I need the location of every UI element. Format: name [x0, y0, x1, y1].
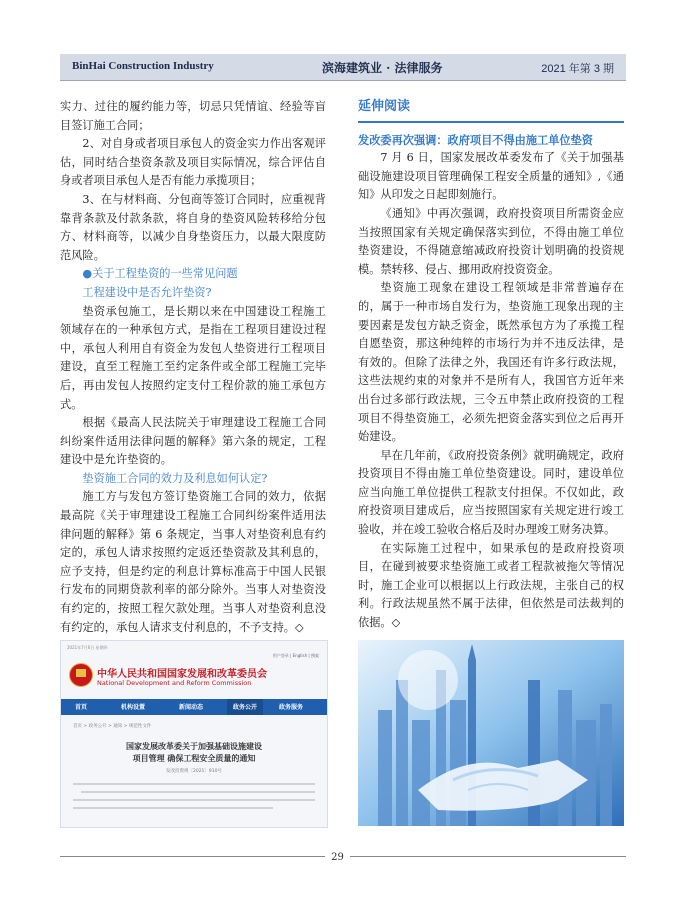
subheading: ●关于工程垫资的一些常见问题 [82, 267, 238, 281]
paragraph: 2、对自身或者项目承包人的资金实力作出客观评估，同时结合垫资条款及项目实际情况，综合评估自身或者项目承包人是否有能力承揽项目； [60, 137, 326, 188]
section-divider [358, 121, 624, 123]
page-header [60, 54, 626, 81]
nav-item-news[interactable]: 新闻动态 [179, 704, 204, 711]
doc-title-line-2: 项目管理 确保工程安全质量的通知 [132, 754, 256, 763]
section-title: 延伸阅读 [358, 99, 411, 114]
paragraph: 根据《最高人民法院关于审理建设工程施工合同纠纷案件适用法律问题的解释》第六条的规定，工程建设中是允许垫资的。 [60, 416, 326, 467]
nav-item-org[interactable]: 机构设置 [121, 704, 146, 711]
column-name: 滨海建筑业 · 法律服务 [322, 61, 443, 75]
text-line [73, 783, 315, 785]
doc-title-line-1: 国家发展改革委关于加强基础设施建设 [126, 742, 262, 751]
page-number-text: 29 [325, 852, 350, 863]
paragraph: 施工方与发包方签订垫资施工合同的效力，依据最高院《关于审理建设工程施工合同纠纷案件适用法律问题的解释》第 6 条规定，当事人对垫资利息有约定的，承包人请求按照约定返还垫资款及其利息的，应予支持，但是约定的利息计算标准高于中国人民银行发布的同期贷款利率的部分除外。当事人对垫资没有约定的，按照工程欠款处理。当事人对垫资利息没有约定的，承包人请求支付利息的，不予支持。◇ [60, 490, 326, 634]
paragraph: 垫资承包施工，是长期以来在中国建设工程施工领域存在的一种承包方式，是指在工程项目建设过程中，承包人利用自有资金为发包人垫资进行工程项目建设，直至工程施工至约定条件或全部工程施工完毕后，再由发包人按照约定支付工程价款的施工承包方式。 [60, 304, 326, 411]
paragraph: 《通知》中再次强调，政府投资项目所需资金应当按照国家有关规定确保落实到位，不得由施工单位垫资建设，不得随意缩减政府投资计划明确的投资规模。禁转移、侵占、挪用政府投资资金。 [358, 206, 624, 276]
left-column [60, 98, 326, 637]
nav-bar [61, 699, 327, 715]
top-links: 用户登录 | English | 搜索 [272, 653, 319, 658]
nav-item-public[interactable]: 政务公开 [227, 699, 263, 715]
text-line [73, 799, 315, 801]
paragraph: 在实际施工过程中，如果承包的是政府投资项目，在碰到被要求垫资施工或者工程款被拖欠等情况时，施工企业可以根据以上行政法规，主张自己的权利。行政法规虽然不属于法律，但依然是司法裁判的依据。◇ [358, 541, 624, 630]
org-name-en: National Development and Reform Commission [97, 679, 252, 687]
subheading: 垫资施工合同的效力及利息如何认定? [82, 471, 268, 485]
nav-item-service[interactable]: 政务服务 [279, 704, 304, 711]
handshake-city-photo [358, 640, 624, 826]
nav-item-home[interactable]: 首页 [75, 704, 88, 711]
paragraph: 早在几年前，《政府投资条例》就明确规定，政府投资项目不得由施工单位垫资建设。同时，建设单位应当向施工单位提供工程款支付担保。不仅如此，政府投资项目建成后，应当按照国家有关规定进行竣工验收，并在竣工验收合格后及时办理竣工财务决算。 [358, 448, 624, 537]
paragraph: 实力、过往的履约能力等，切忌只凭情谊、经验等盲目签订施工合同； [60, 100, 326, 132]
subheading: 工程建设中是否允许垫资? [82, 285, 212, 299]
national-emblem-icon [69, 663, 93, 687]
doc-number: 发改投资规〔2021〕910号 [165, 769, 223, 774]
breadcrumb: 首页 > 政务公开 > 通知 > 规范性文件 [73, 724, 152, 729]
article-title: 发改委再次强调：政府项目不得由施工单位垫资 [358, 132, 593, 147]
org-name-cn: 中华人民共和国国家发展和改革委员会 [97, 669, 267, 680]
paragraph: 垫资施工现象在建设工程领域是非常普遍存在的，属于一种市场自发行为，垫资施工现象出现的主要因素是发包方缺乏资金，既然承包方为了承揽工程自愿垫资，那这种纯粹的市场行为并不违反法律，是有效的。但除了法律之外，我国还有许多行政法规，这些法规约束的对象并不是所有人，我国官方近年来出台过多部行政法规，三令五申禁止政府投资的工程项目不得垫资施工，必须先把资金落实到位之后再开始建设。 [358, 281, 624, 444]
journal-name-en: BinHai Construction Industry [72, 60, 214, 72]
city-skyline-illustration [358, 640, 624, 826]
paragraph: 7 月 6 日，国家发展改革委发布了《关于加强基础设施建设项目管理确保工程安全质量的通知》,《通知》从印发之日起即刻施行。 [358, 151, 624, 202]
text-line [73, 807, 273, 809]
right-column [358, 98, 624, 633]
date-text: 2021年7月6日 星期四 [67, 645, 108, 650]
ndrc-website-screenshot [60, 640, 328, 828]
page-number [0, 852, 675, 863]
text-line [81, 791, 315, 793]
issue-number: 2021 年第 3 期 [541, 63, 614, 75]
paragraph: 3、在与材料商、分包商等签订合同时，应重视背靠背条款及付款条款，将自身的垫资风险转移给分包方、材料商等，以减少自身垫资压力，以最大限度防范风险。 [60, 192, 326, 262]
